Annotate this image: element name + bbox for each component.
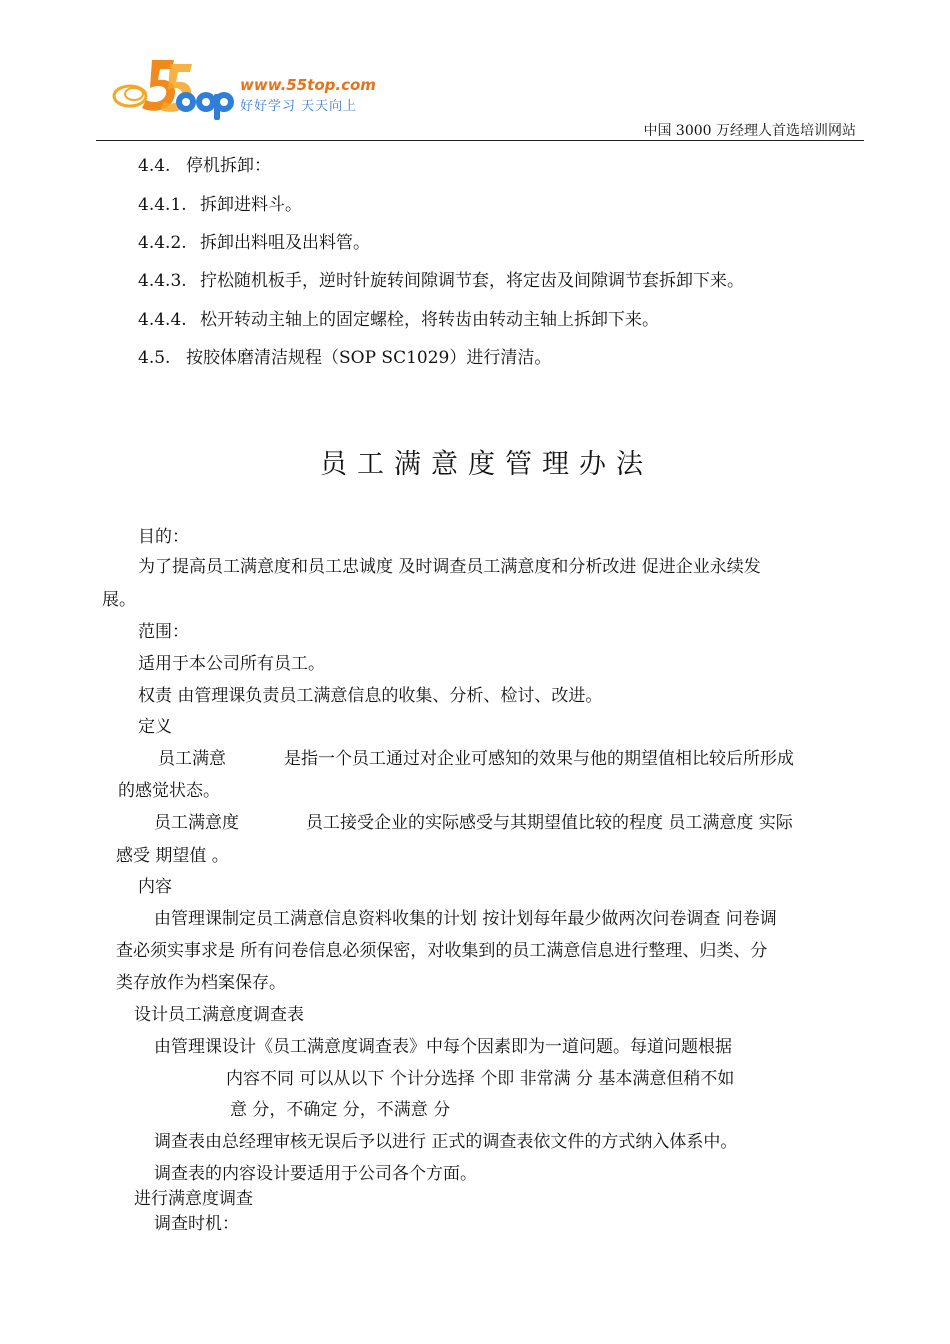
paragraph-line: 由管理课设计《员工满意度调查表》中每个因素即为一道问题。每道问题根据 bbox=[154, 1037, 732, 1057]
header-divider bbox=[96, 140, 864, 141]
document-title: 员工满意度管理办法 bbox=[320, 449, 653, 480]
step-number: 4.4.4. bbox=[138, 310, 187, 330]
paragraph-line: 适用于本公司所有员工。 bbox=[138, 654, 325, 674]
section-heading: 范围： bbox=[138, 622, 189, 642]
step-text: 松开转动主轴上的固定螺栓，将转齿由转动主轴上拆卸下来。 bbox=[200, 310, 659, 330]
definition-term: 员工满意 bbox=[158, 749, 226, 769]
section-heading: 目的： bbox=[138, 527, 189, 547]
paragraph-line: 展。 bbox=[102, 590, 136, 610]
paragraph-line: 为了提高员工满意度和员工忠诚度 及时调查员工满意度和分析改进 促进企业永续发 bbox=[138, 557, 761, 577]
step-text: 按胶体磨清洁规程（SOP SC1029）进行清洁。 bbox=[186, 348, 552, 368]
55top-logo-mark bbox=[108, 52, 238, 128]
definition-text: 是指一个员工通过对企业可感知的效果与他的期望值相比较后所形成 bbox=[284, 749, 794, 769]
logo-url-text: www.55top.com bbox=[240, 76, 376, 94]
step-text: 拆卸进料斗。 bbox=[200, 195, 302, 215]
definition-text: 员工接受企业的实际感受与其期望值比较的程度 员工满意度 实际 bbox=[306, 813, 793, 833]
paragraph-line: 内容不同 可以从以下 个计分选择 个即 非常满 分 基本满意但稍不如 bbox=[226, 1069, 735, 1089]
step-text: 停机拆卸： bbox=[186, 156, 271, 176]
paragraph-line: 调查表由总经理审核无误后予以进行 正式的调查表依文件的方式纳入体系中。 bbox=[154, 1132, 738, 1152]
step-number: 4.4.3. bbox=[138, 271, 187, 291]
section-heading: 定义 bbox=[138, 717, 172, 737]
paragraph-line: 意 分，不确定 分，不满意 分 bbox=[230, 1100, 451, 1120]
step-number: 4.4.1. bbox=[138, 195, 187, 215]
paragraph-line: 权责 由管理课负责员工满意信息的收集、分析、检讨、改进。 bbox=[138, 686, 603, 706]
step-number: 4.5. bbox=[138, 348, 171, 368]
section-heading: 内容 bbox=[138, 877, 172, 897]
paragraph-line: 类存放作为档案保存。 bbox=[116, 973, 286, 993]
step-number: 4.4.2. bbox=[138, 233, 187, 253]
step-text: 拧松随机板手，逆时针旋转间隙调节套，将定齿及间隙调节套拆卸下来。 bbox=[200, 271, 744, 291]
logo-slogan: 好好学习 天天向上 bbox=[240, 99, 358, 114]
paragraph-line: 由管理课制定员工满意信息资料收集的计划 按计划每年最少做两次问卷调查 问卷调 bbox=[154, 909, 777, 929]
section-heading: 进行满意度调查 bbox=[134, 1189, 253, 1209]
definition-text: 感受 期望值 。 bbox=[116, 846, 229, 866]
definition-term: 员工满意度 bbox=[154, 813, 239, 833]
paragraph-line: 调查表的内容设计要适用于公司各个方面。 bbox=[154, 1164, 477, 1184]
step-text: 拆卸出料咀及出料管。 bbox=[200, 233, 370, 253]
paragraph-line: 调查时机： bbox=[154, 1214, 239, 1234]
step-number: 4.4. bbox=[138, 156, 171, 176]
paragraph-line: 查必须实事求是 所有问卷信息必须保密，对收集到的员工满意信息进行整理、归类、分 bbox=[116, 941, 768, 961]
definition-text: 的感觉状态。 bbox=[118, 781, 220, 801]
site-logo bbox=[108, 52, 398, 128]
section-heading: 设计员工满意度调查表 bbox=[134, 1005, 304, 1025]
header-tagline: 中国 3000 万经理人首选培训网站 bbox=[643, 123, 856, 139]
